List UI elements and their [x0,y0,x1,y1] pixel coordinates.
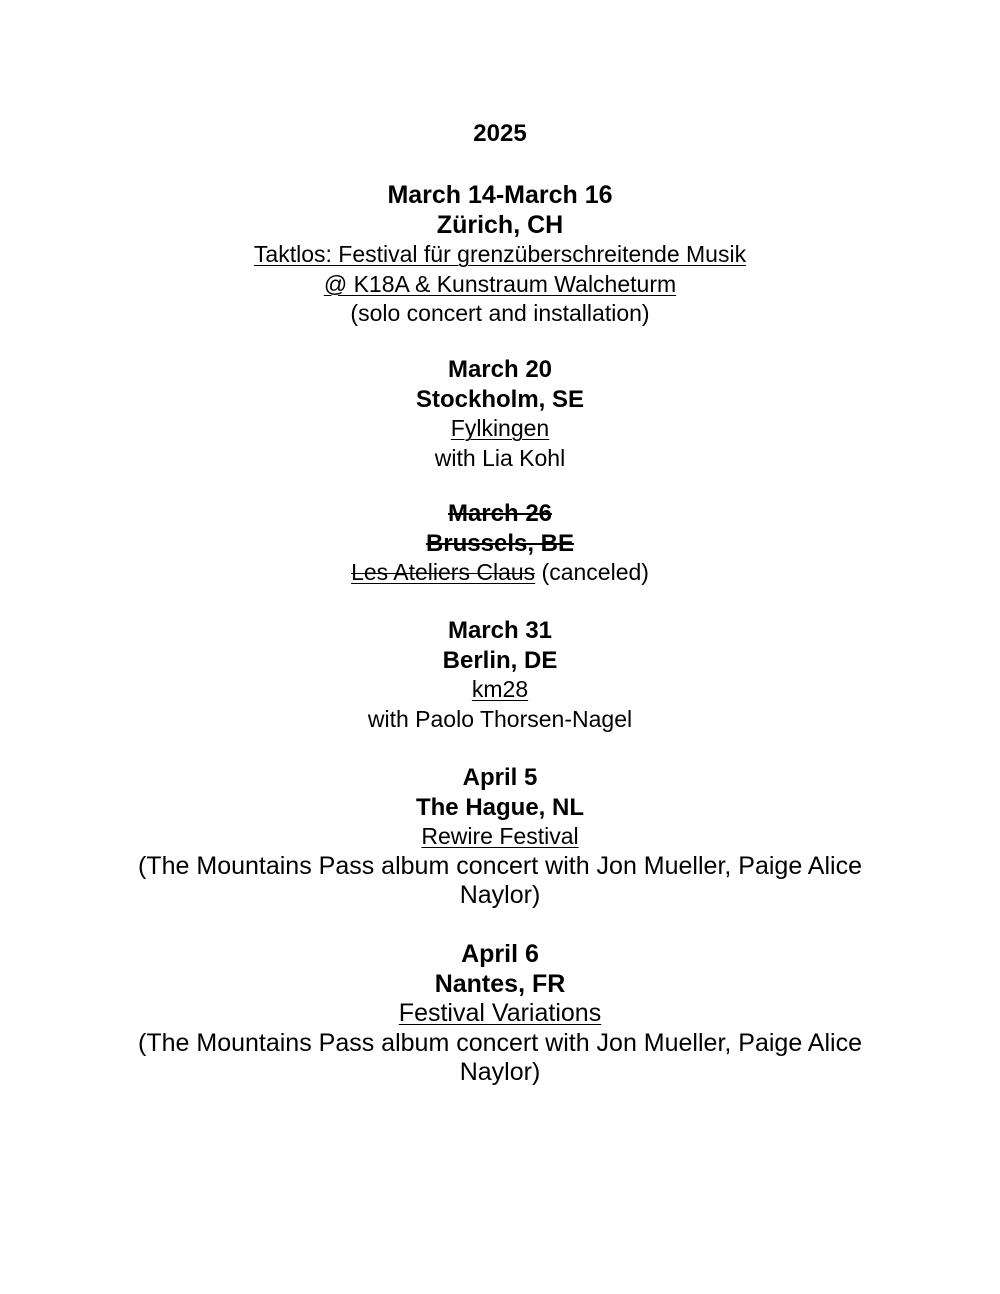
event-city: Stockholm, SE [415,385,585,413]
event-stockholm [100,355,900,473]
event-nantes [100,940,900,1088]
event-note: (canceled) [541,559,649,585]
event-the-hague [100,763,900,911]
event-venue [100,999,900,1029]
venue-link-k18a[interactable]: @ K18A & Kunstraum Walcheturm [323,270,677,297]
venue-link-fylkingen[interactable]: Fylkingen [450,415,550,441]
event-note: (The Mountains Pass album concert with Jon Mueller, Paige Alice Naylor) [138,851,862,909]
event-venue [100,558,900,588]
event-date: April 5 [462,764,538,791]
event-date: March 20 [447,356,553,383]
event-city: Berlin, DE [442,646,558,674]
venue-link-km28[interactable]: km28 [471,676,529,702]
event-venue [100,240,900,270]
venue-link-festival-variations[interactable]: Festival Variations [398,999,602,1027]
event-city: Brussels, BE [425,529,575,557]
event-city: Zürich, CH [436,210,564,239]
event-note: with Paolo Thorsen-Nagel [367,705,633,732]
event-zurich [100,181,900,329]
event-venue [100,414,900,444]
event-date: March 26 [447,500,553,527]
venue-link-rewire-festival[interactable]: Rewire Festival [421,823,579,849]
venue-link-les-ateliers-claus[interactable]: Les Ateliers Claus [351,559,536,585]
event-venue [100,675,900,705]
event-date: April 6 [461,940,539,968]
event-city: The Hague, NL [415,793,584,821]
year-heading: 2025 [473,120,527,147]
event-date: March 31 [447,617,553,644]
event-note: (The Mountains Pass album concert with Jon Mueller, Paige Alice Naylor) [138,1028,862,1086]
event-city: Nantes, FR [434,969,566,998]
event-note: (solo concert and installation) [350,300,650,326]
event-venue-location [100,270,900,300]
event-venue [100,822,900,852]
event-brussels [100,499,900,588]
event-note: with Lia Kohl [434,444,566,471]
venue-link-taktlos[interactable]: Taktlos: Festival für grenzüberschreitende Musik [253,241,747,267]
event-date: March 14-March 16 [387,181,613,209]
event-berlin [100,616,900,734]
